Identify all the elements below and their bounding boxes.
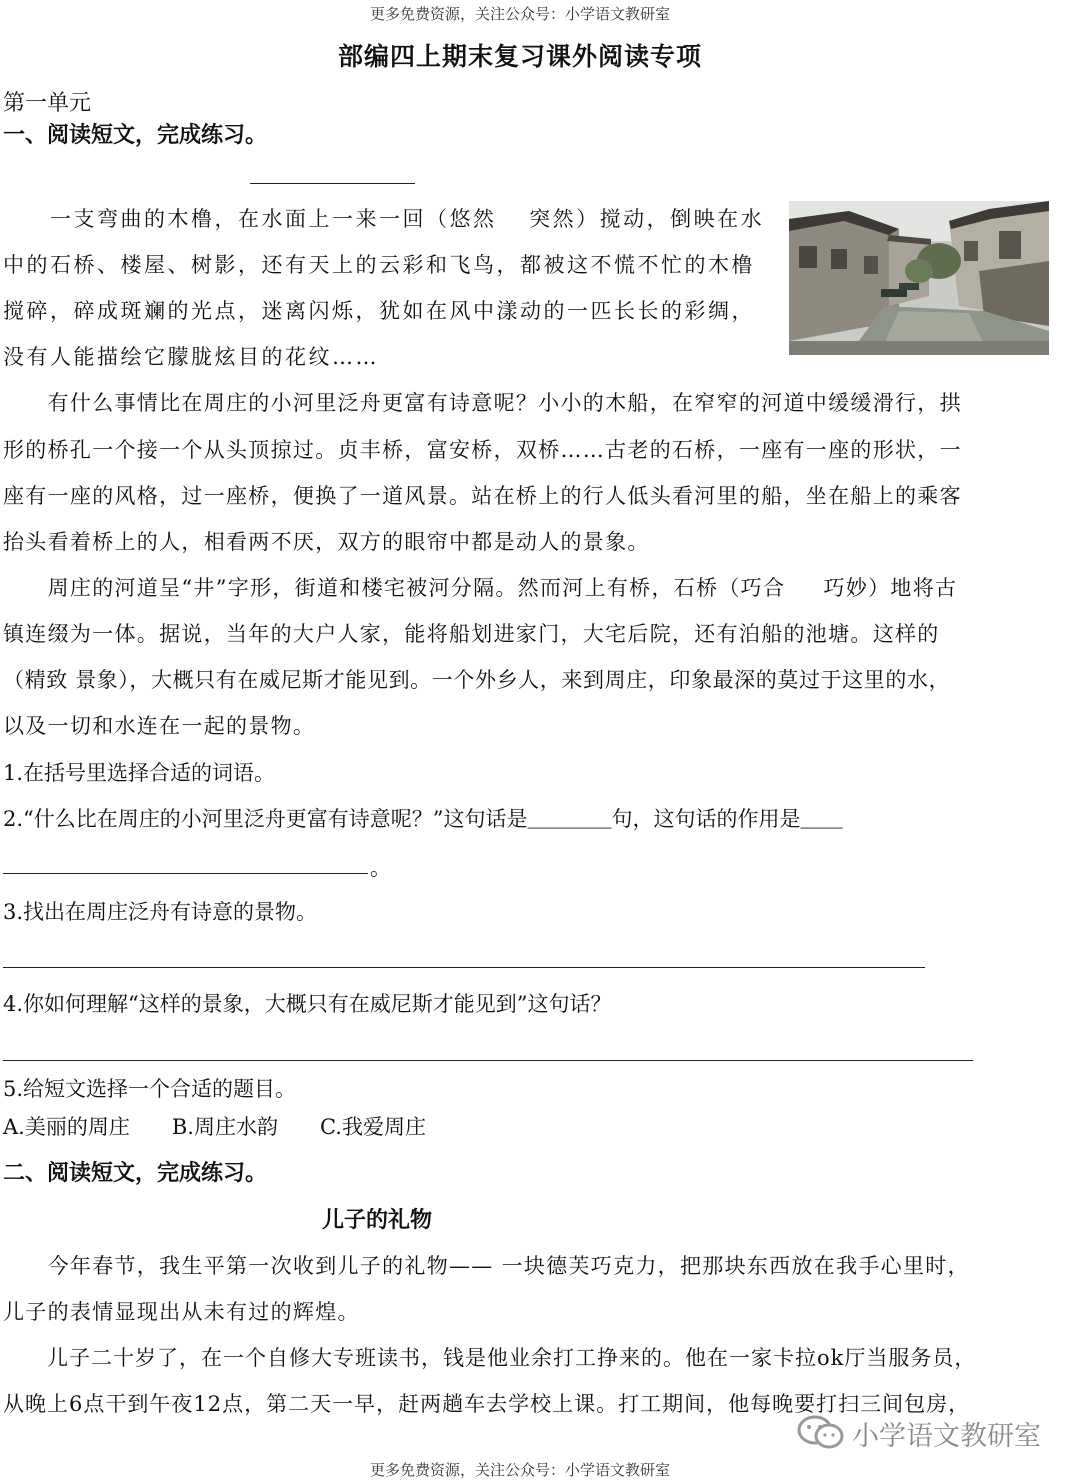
answer-line bbox=[3, 967, 925, 968]
passage2-line: 儿子二十岁了，在一个自修大专班读书，钱是他业余打工挣来的。他在一家卡拉ok厅当服务员， bbox=[3, 1346, 977, 1370]
passage1-line: （精致 景象），大概只有在威尼斯才能见到。一个外乡人，来到周庄，印象最深的莫过于这里的水， bbox=[3, 668, 951, 692]
zhouzhuang-photo bbox=[789, 201, 1049, 355]
passage1-line: 镇连缀为一体。据说，当年的大户人家，能将船划进家门，大宅后院，还有泊船的池塘。这样的 bbox=[3, 622, 940, 646]
passage1-title-blank bbox=[250, 183, 415, 184]
question-1: 1.在括号里选择合适的词语。 bbox=[3, 761, 276, 785]
passage1-line: 周庄的河道呈“井”字形，街道和楼宅被河分隔。然而河上有桥，石桥（巧合 巧妙）地将古 bbox=[3, 576, 958, 600]
passage1-line: 以及一切和水连在一起的景物。 bbox=[3, 714, 316, 738]
footer-note: 更多免费资源，关注公众号：小学语文教研室 bbox=[369, 1461, 670, 1479]
passage1-line: 座有一座的风格，过一座桥，便换了一道风景。站在桥上的行人低头看河里的船，坐在船上的乘客 bbox=[3, 484, 962, 508]
passage1-line: 抬头看着桥上的人，相看两不厌，双方的眼帘中都是动人的景象。 bbox=[3, 530, 650, 554]
question-4: 4.你如何理解“这样的景象，大概只有在威尼斯才能见到”这句话？ bbox=[3, 992, 612, 1016]
watermark-text: 小学语文教研室 bbox=[852, 1421, 1041, 1452]
answer-line bbox=[3, 873, 368, 874]
section1-heading: 一、阅读短文，完成练习。 bbox=[3, 122, 268, 148]
answer-line bbox=[3, 1060, 973, 1061]
wechat-icon bbox=[795, 1414, 847, 1450]
question-3: 3.找出在周庄泛舟有诗意的景物。 bbox=[3, 900, 318, 924]
header-note: 更多免费资源，关注公众号：小学语文教研室 bbox=[369, 5, 670, 23]
question-2: 2.“什么比在周庄的小河里泛舟更富有诗意呢？”这句话是＿＿＿＿句，这句话的作用是＿＿ bbox=[3, 807, 843, 831]
passage1-line: 一支弯曲的木橹，在水面上一来一回（悠然 突然）搅动，倒映在水 bbox=[3, 207, 765, 231]
page-title: 部编四上期末复习课外阅读专项 bbox=[337, 42, 702, 71]
passage2-line: 从晚上6点干到午夜12点，第二天一早，赶两趟车去学校上课。打工期间，他每晚要打扫三间包房， bbox=[3, 1392, 971, 1416]
passage1-line: 形的桥孔一个接一个从头顶掠过。贞丰桥，富安桥，双桥……古老的石桥，一座有一座的形状，一 bbox=[3, 438, 962, 462]
question-2-end: 。 bbox=[370, 856, 391, 880]
question-5-options: A.美丽的周庄 B.周庄水韵 C.我爱周庄 bbox=[3, 1115, 426, 1139]
section2-heading: 二、阅读短文，完成练习。 bbox=[3, 1160, 268, 1186]
story-title: 儿子的礼物 bbox=[322, 1207, 433, 1233]
passage2-line: 今年春节，我生平第一次收到儿子的礼物—— 一块德芙巧克力，把那块东西放在我手心里时， bbox=[3, 1254, 970, 1278]
passage2-line: 儿子的表情显现出从未有过的辉煌。 bbox=[3, 1300, 360, 1324]
unit-label: 第一单元 bbox=[3, 91, 92, 116]
passage1-line: 搅碎，碎成斑斓的光点，迷离闪烁，犹如在风中漾动的一匹长长的彩绸， bbox=[3, 299, 755, 323]
passage1-line: 中的石桥、楼屋、树影，还有天上的云彩和飞鸟，都被这不慌不忙的木橹 bbox=[3, 253, 755, 277]
passage1-line: 没有人能描绘它朦胧炫目的花纹…… bbox=[3, 345, 379, 369]
passage1-line: 有什么事情比在周庄的小河里泛舟更富有诗意呢？小小的木船，在窄窄的河道中缓缓滑行，拱 bbox=[3, 391, 962, 415]
question-5: 5.给短文选择一个合适的题目。 bbox=[3, 1077, 297, 1101]
